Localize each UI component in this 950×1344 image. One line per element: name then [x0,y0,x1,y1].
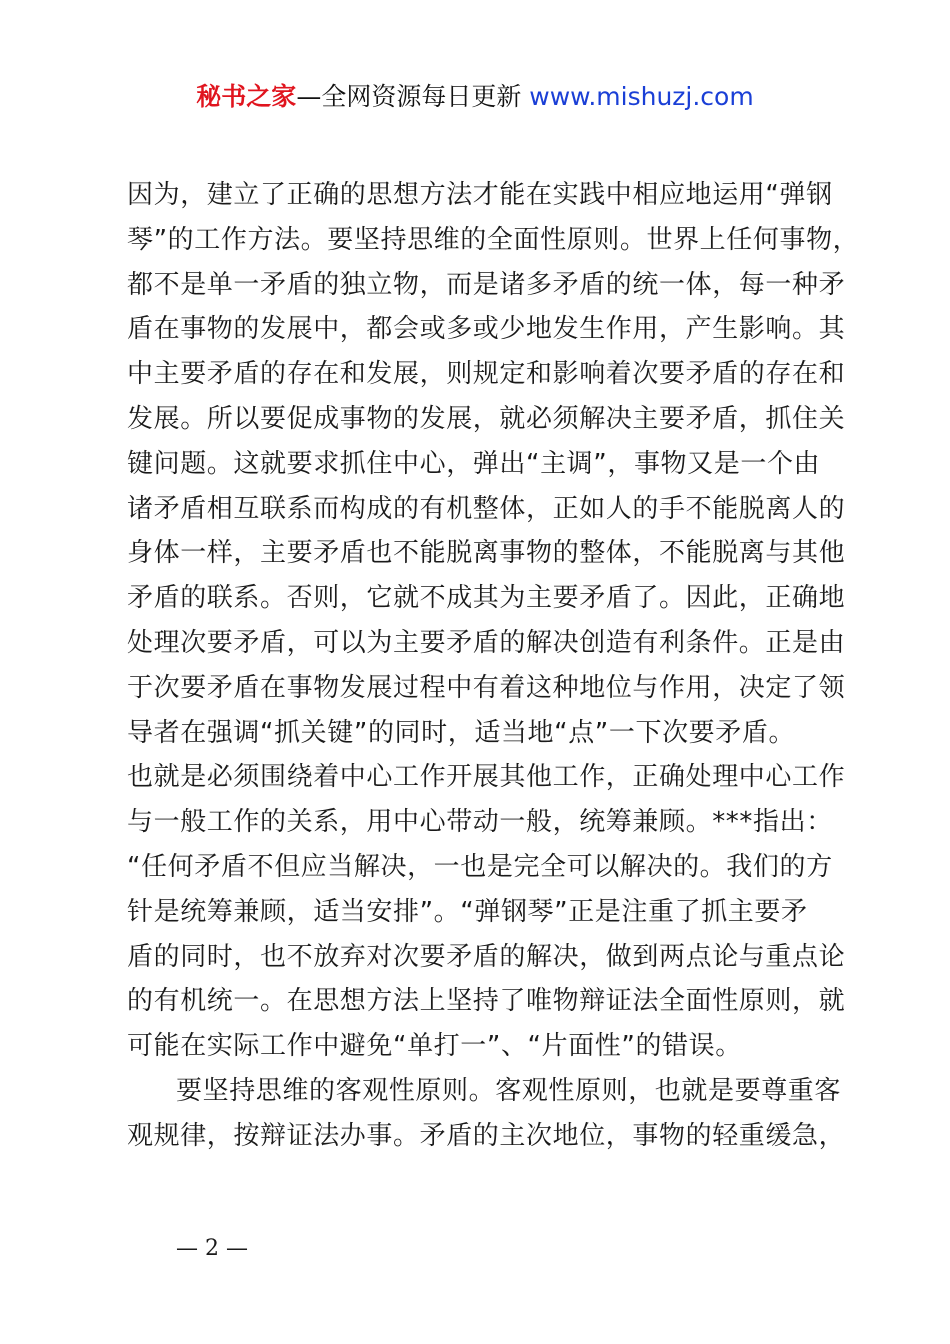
text-line: 针是统筹兼顾，适当安排”。“弹钢琴”正是注重了抓主要矛 [127,896,808,927]
brand-name: 秘书之家 [196,82,297,111]
site-url-link[interactable]: www.mishuzj.com [529,82,754,111]
text-line: 矛盾的联系。否则，它就不成其为主要矛盾了。因此，正确地 [127,583,846,614]
text-line: 发展。所以要促成事物的发展，就必须解决主要矛盾，抓住关 [127,403,846,434]
text-line: 键问题。这就要求抓住中心，弹出“主调”，事物又是一个由 [127,448,821,479]
document-body [127,173,860,1159]
text-line: 身体一样，主要矛盾也不能脱离事物的整体，不能脱离与其他 [127,538,846,569]
header-tagline: —全网资源每日更新 [296,82,522,111]
text-line: 中主要矛盾的存在和发展，则规定和影响着次要矛盾的存在和 [127,359,846,390]
text-line: “任何矛盾不但应当解决，一也是完全可以解决的。我们的方 [127,851,833,882]
text-line: 也就是必须围绕着中心工作开展其他工作，正确处理中心工作 [127,762,846,793]
text-line: 导者在强调“抓关键”的同时，适当地“点”一下次要矛盾。 [127,717,796,748]
paragraph-start-line: 要坚持思维的客观性原则。客观性原则，也就是要尊重客 [176,1075,842,1106]
text-line: 都不是单一矛盾的独立物，而是诸多矛盾的统一体，每一种矛 [127,269,846,300]
text-line: 诸矛盾相互联系而构成的有机整体，正如人的手不能脱离人的 [127,493,846,524]
text-line: 于次要矛盾在事物发展过程中有着这种地位与作用，决定了领 [127,672,846,703]
text-line: 因为，建立了正确的思想方法才能在实践中相应地运用“弹钢 [127,180,833,210]
text-line: 琴”的工作方法。要坚持思维的全面性原则。世界上任何事物， [127,224,860,255]
text-line: 观规律，按辩证法办事。矛盾的主次地位，事物的轻重缓急， [127,1120,846,1151]
text-line: 可能在实际工作中避免“单打一”、“片面性”的错误。 [127,1031,742,1062]
text-line: 盾的同时，也不放弃对次要矛盾的解决，做到两点论与重点论 [127,941,846,972]
page-number: — 2 — [176,1236,248,1261]
text-line: 的有机统一。在思想方法上坚持了唯物辩证法全面性原则，就 [127,986,846,1017]
text-line: 与一般工作的关系，用中心带动一般，统筹兼顾。***指出： [127,807,833,838]
text-line: 处理次要矛盾，可以为主要矛盾的解决创造有利条件。正是由 [127,627,846,658]
site-header [0,80,950,114]
text-line: 盾在事物的发展中，都会或多或少地发生作用，产生影响。其 [127,314,846,345]
